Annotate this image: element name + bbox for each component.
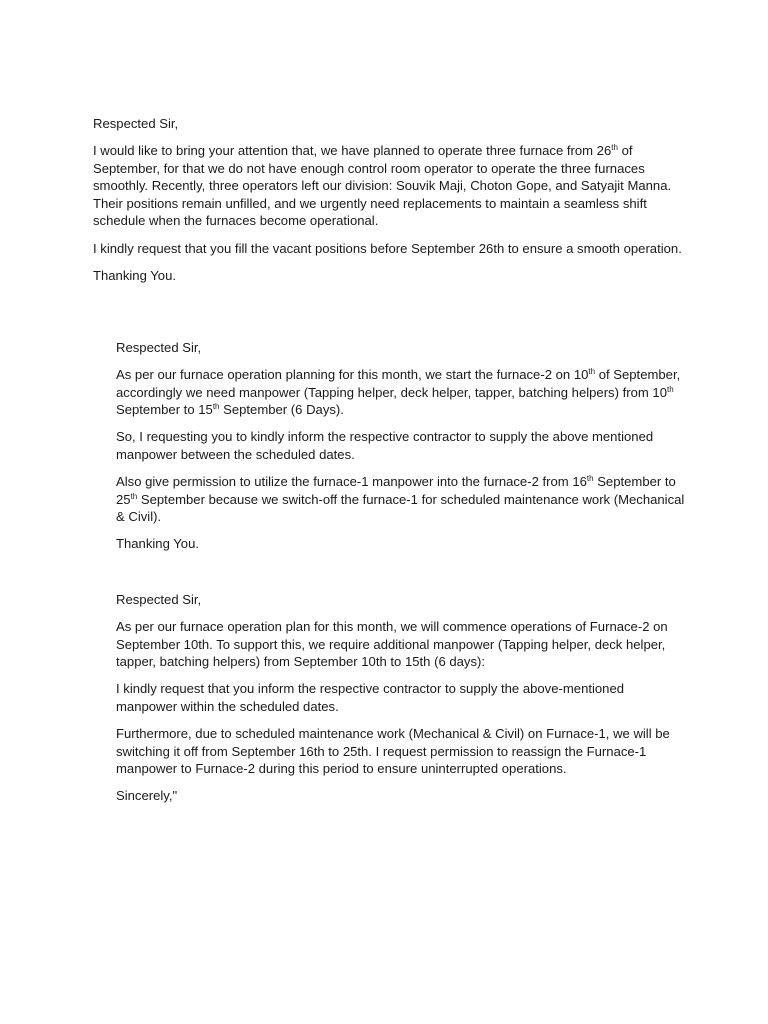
letter-1-paragraph-1	[93, 142, 683, 230]
letter-2-p1-text-c: September to 15	[116, 402, 213, 418]
letter-3-closing: Sincerely,"	[116, 788, 178, 804]
letter-2-p1-text-a: As per our furnace operation planning for this month, we start the furnace-2 on 10	[116, 367, 589, 383]
letter-3-paragraph-1: As per our furnace operation plan for this month, we will commence operations of Furnace-2 on September 10th. To support this, we require additional manpower (Tapping helper, deck helper, tapper, batching helpers) from September 10th to 15th (6 days):	[116, 619, 668, 670]
ordinal-suffix: th	[130, 491, 138, 501]
ordinal-suffix: th	[212, 402, 220, 412]
letter-2-paragraph-3	[116, 473, 686, 526]
ordinal-suffix: th	[586, 474, 594, 484]
letter-2-paragraph-1	[116, 366, 686, 419]
letter-2-closing: Thanking You.	[116, 536, 199, 552]
ordinal-suffix: th	[611, 143, 618, 153]
letter-3-paragraph-2: I kindly request that you inform the respective contractor to supply the above-mentioned manpower within the scheduled dates.	[116, 681, 625, 714]
ordinal-suffix: th	[588, 367, 596, 377]
letter-3-salutation: Respected Sir,	[116, 592, 202, 607]
letter-2-p1-text-d: September (6 Days).	[219, 402, 344, 418]
letter-1-salutation: Respected Sir,	[93, 116, 179, 131]
ordinal-suffix: th	[667, 384, 674, 394]
letter-3-paragraph-3: Furthermore, due to scheduled maintenance work (Mechanical & Civil) on Furnace-1, we will be switching it off from September 16th to 25th. I request permission to reassign the Furnace-1 manpower to Furnace-2 during this period to ensure uninterrupted operations.	[116, 726, 670, 777]
letter-1-p1-text-a: I would like to bring your attention that, we have planned to operate three furnace from 26	[93, 143, 612, 159]
letter-2	[116, 339, 686, 562]
letter-3	[116, 591, 686, 814]
letter-2-p3-text-b: September to 25	[116, 474, 676, 507]
letter-2-p3-text-a: Also give permission to utilize the furnace-1 manpower into the furnace-2 from 16	[116, 474, 587, 490]
letter-2-p3-text-c: September because we switch-off the furnace-1 for scheduled maintenance work (Mechanical & Civil).	[116, 491, 685, 525]
letter-1	[93, 115, 683, 294]
letter-1-p1-text-b: of September, for that we do not have enough control room operator to operate the three furnaces smoothly. Recently, three operators left our division: Souvik Maji, Choton Gope, and Satyajit Manna. Their positions remain unfilled, and we urgently need replacements to maintain a seamless shift schedule when the furnaces become operational.	[93, 143, 672, 229]
letter-2-salutation: Respected Sir,	[116, 340, 202, 355]
letter-2-paragraph-2: So, I requesting you to kindly inform the respective contractor to supply the above mentioned manpower between the scheduled dates.	[116, 429, 654, 462]
letter-1-closing: Thanking You.	[93, 267, 176, 283]
letter-1-paragraph-2: I kindly request that you fill the vacant positions before September 26th to ensure a smooth operation.	[93, 240, 682, 256]
letter-2-p1-text-b: of September, accordingly we need manpower (Tapping helper, deck helper, tapper, batching helpers) from 10	[116, 367, 681, 400]
